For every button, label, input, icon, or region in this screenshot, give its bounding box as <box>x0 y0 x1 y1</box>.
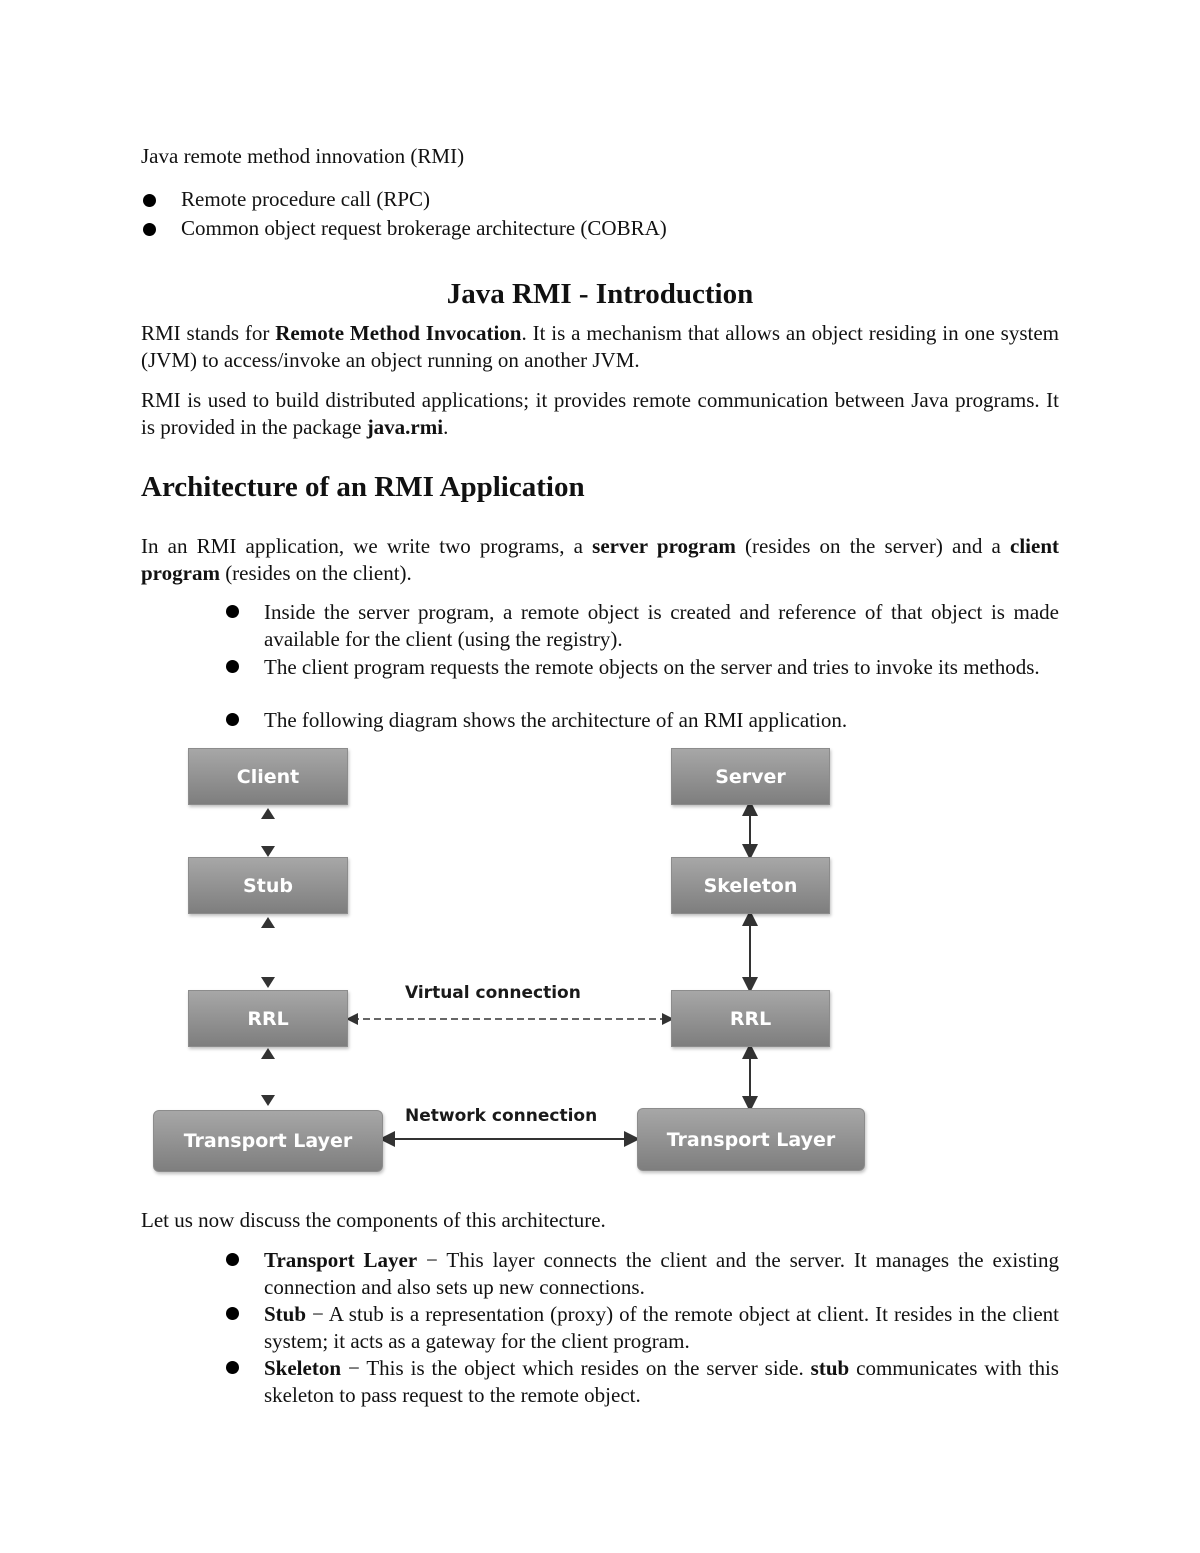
architecture-bullet: The following diagram shows the architecture of an RMI application. <box>264 708 848 732</box>
arrow-down-icon <box>261 977 275 988</box>
skeleton-box: Skeleton <box>671 857 830 914</box>
intro-line: Java remote method innovation (RMI) <box>141 144 465 168</box>
component-stub: Stub − A stub is a representation (proxy) of the remote object at client. It resides in the client system; it acts as a gateway for the client program. <box>264 1302 1059 1353</box>
rrl-left-box: RRL <box>188 990 348 1047</box>
architecture-paragraph: In an RMI application, we write two programs, a server program (resides on the server) and a client program (resides on the client). <box>141 534 1060 585</box>
section-title-introduction: Java RMI - Introduction <box>446 278 754 310</box>
component-skeleton: Skeleton − This is the object which resides on the server side. stub communicates with this skeleton to pass request to the remote object. <box>264 1356 1059 1407</box>
arrow-down-icon <box>261 1095 275 1106</box>
arrow-up-icon <box>261 1048 275 1059</box>
arrow-up-icon <box>261 917 275 928</box>
intro-paragraph-2: RMI is used to build distributed applications; it provides remote communication between Java programs. It is provided in the package java.rmi. <box>141 388 1059 439</box>
architecture-bullet: Inside the server program, a remote object is created and reference of that object is made available for the client (using the registry). <box>264 600 1059 651</box>
arrow-up-icon <box>261 808 275 819</box>
intro-paragraph-1: RMI stands for Remote Method Invocation. It is a mechanism that allows an object residing in one system (JVM) to access/invoke an object running on another JVM. <box>141 321 1059 372</box>
section-title-architecture: Architecture of an RMI Application <box>141 471 585 503</box>
bullet-icon <box>226 1253 239 1266</box>
intro-bullet: Common object request brokerage architecture (COBRA) <box>181 216 667 240</box>
architecture-bullet: The client program requests the remote objects on the server and tries to invoke its methods. <box>264 655 1040 679</box>
transport-layer-right-box: Transport Layer <box>637 1108 865 1171</box>
component-transport-layer: Transport Layer − This layer connects the client and the server. It manages the existing connection and also sets up new connections. <box>264 1248 1060 1299</box>
stub-box: Stub <box>188 857 348 914</box>
arrow-down-icon <box>261 846 275 857</box>
server-box: Server <box>671 748 830 805</box>
network-connection-label: Network connection <box>405 1106 598 1126</box>
transport-layer-left-box: Transport Layer <box>153 1110 383 1172</box>
virtual-connection-label: Virtual connection <box>405 983 581 1003</box>
client-box: Client <box>188 748 348 805</box>
intro-bullet: Remote procedure call (RPC) <box>181 187 431 211</box>
bullet-icon <box>226 1307 239 1320</box>
components-intro: Let us now discuss the components of this architecture. <box>141 1208 606 1232</box>
rrl-right-box: RRL <box>671 990 830 1047</box>
bullet-icon <box>226 1361 239 1374</box>
